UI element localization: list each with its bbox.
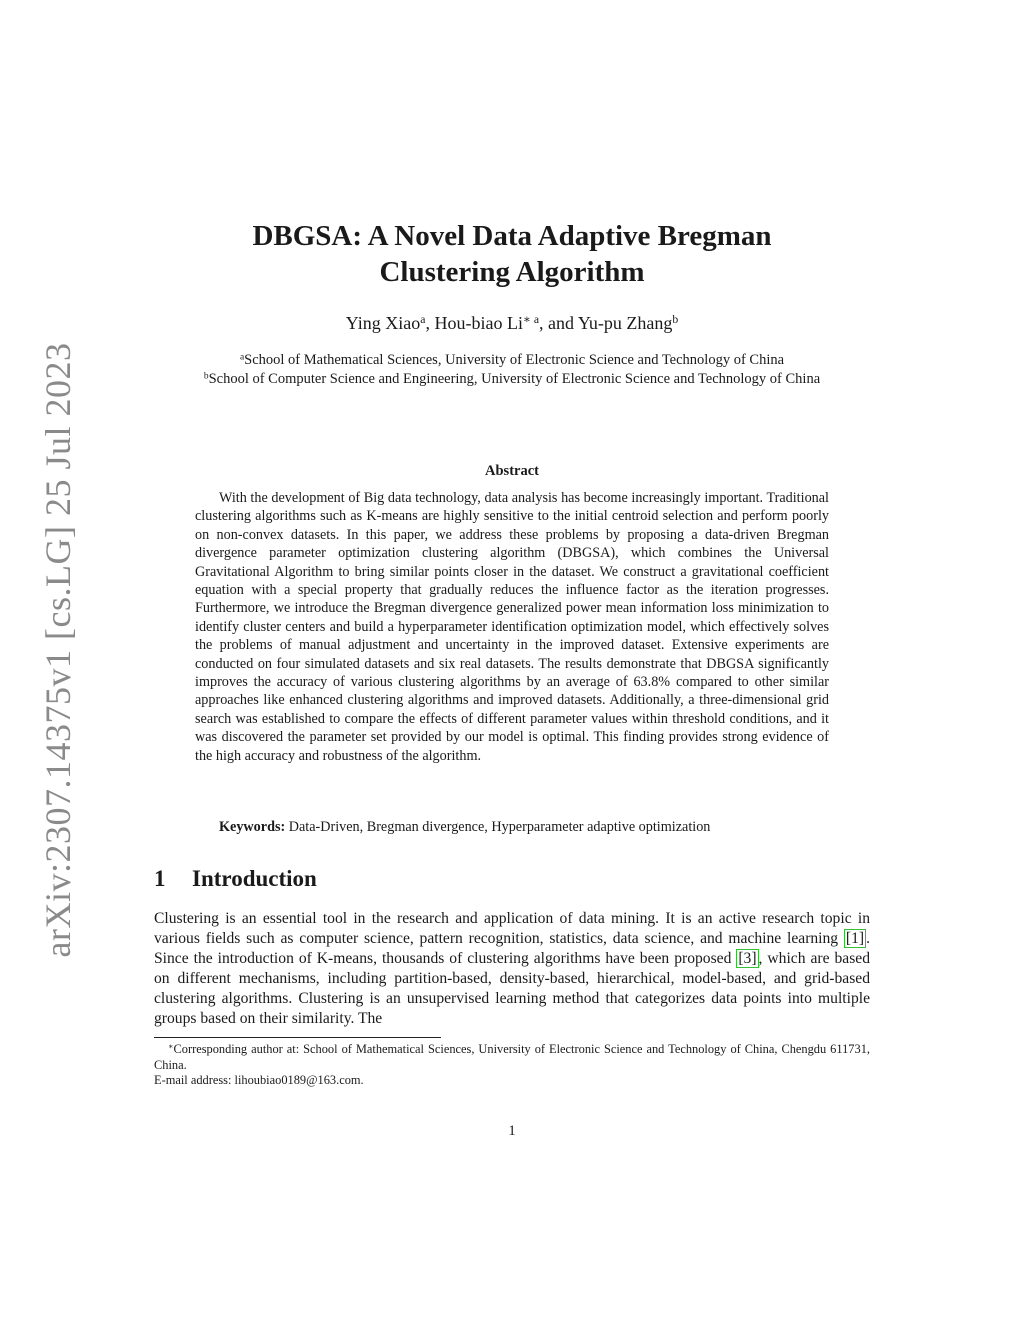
- keywords-line: [195, 819, 829, 836]
- author-separator: , and: [539, 313, 578, 333]
- author-affil-mark: ∗ a: [522, 313, 540, 327]
- introduction-paragraph: [154, 909, 870, 1028]
- arxiv-identifier-stamp: arXiv:2307.14375v1 [cs.LG] 25 Jul 2023: [38, 342, 78, 958]
- affiliation-mark: a: [239, 352, 245, 363]
- affiliation-mark: b: [203, 371, 209, 382]
- section-number: 1: [154, 866, 166, 891]
- page-number: 1: [508, 1123, 516, 1139]
- affiliation-b: [140, 370, 884, 388]
- affiliation-a: [140, 351, 884, 369]
- title-line-1: DBGSA: A Novel Data Adaptive Bregman: [252, 220, 772, 252]
- citation-link-3[interactable]: [3]: [738, 949, 757, 967]
- title-line-2: Clustering Algorithm: [379, 256, 645, 288]
- keywords-label: Keywords:: [219, 819, 286, 835]
- footnote-rule: [154, 1037, 441, 1038]
- footnote: [154, 1042, 870, 1089]
- intro-text-3: , which are based on different mechanisms, including partition-based, density-based, hierarchical, model-based, and grid-based clustering algorithms. Clustering is an unsupervised learning method that categorizes data points into multiple groups based on their similarity. The: [154, 949, 870, 1027]
- affiliation-text: School of Mathematical Sciences, University of Electronic Science and Technology of China: [244, 352, 785, 368]
- author-list: [150, 313, 874, 334]
- intro-text-2: . Since the introduction of K-means, thousands of clustering algorithms have been proposed: [154, 929, 870, 967]
- author-name: Hou-biao Li: [434, 313, 523, 333]
- footnote-corresponding-author: [154, 1042, 870, 1073]
- author-separator: ,: [425, 313, 435, 333]
- section-heading-introduction: [154, 866, 317, 892]
- affiliation-text: School of Computer Science and Engineering, University of Electronic Science and Technology of China: [208, 371, 821, 387]
- footnote-mark: ∗: [168, 1041, 174, 1051]
- abstract-body: With the development of Big data technology, data analysis has become increasingly important. Traditional clustering algorithms such as K-means are highly sensitive to the initial centroid selection and perform poorly on non-convex datasets. In this paper, we address these problems by proposing a data-driven Bregman divergence parameter optimization clustering algorithm (DBGSA), which combines the Universal Gravitational Algorithm to bring similar points closer in the dataset. We construct a gravitational coefficient equation with a special property that gradually reduces the influence factor as the iteration progresses. Furthermore, we introduce the Bregman divergence generalized power mean information loss minimization to identify cluster centers and build a hyperparameter identification optimization model, which effectively solves the problems of manual adjustment and uncertainty in the improved dataset. Extensive experiments are conducted on four simulated datasets and six real datasets. The results demonstrate that DBGSA significantly improves the accuracy of various clustering algorithms by an average of 63.8% compared to other similar approaches like enhanced clustering algorithms and improved datasets. Additionally, a three-dimensional grid search was established to compare the effects of different parameter values within threshold conditions, and it was discovered the parameter set provided by our model is optimal. This finding provides strong evidence of the high accuracy and robustness of the algorithm.: [195, 490, 829, 764]
- footnote-text: Corresponding author at: School of Mathematical Sciences, University of Electronic Science and Technology of China, Chengdu 611731, China.: [154, 1042, 870, 1072]
- footnote-email: E-mail address: lihoubiao0189@163.com.: [154, 1073, 364, 1088]
- author-name: Yu-pu Zhang: [577, 313, 673, 333]
- author-affil-mark: b: [672, 313, 679, 327]
- citation-link-1[interactable]: [1]: [845, 929, 865, 947]
- author-affil-mark: a: [420, 313, 426, 327]
- paper-title: [150, 218, 874, 290]
- section-title-text: Introduction: [192, 866, 317, 891]
- abstract-heading: Abstract: [485, 463, 539, 479]
- keywords-text: Data-Driven, Bregman divergence, Hyperparameter adaptive optimization: [288, 819, 711, 835]
- intro-text-1: Clustering is an essential tool in the research and application of data mining. It is an active research topic in various fields such as computer science, pattern recognition, statistics, data science, and machine learning: [154, 910, 870, 947]
- author-name: Ying Xiao: [345, 313, 421, 333]
